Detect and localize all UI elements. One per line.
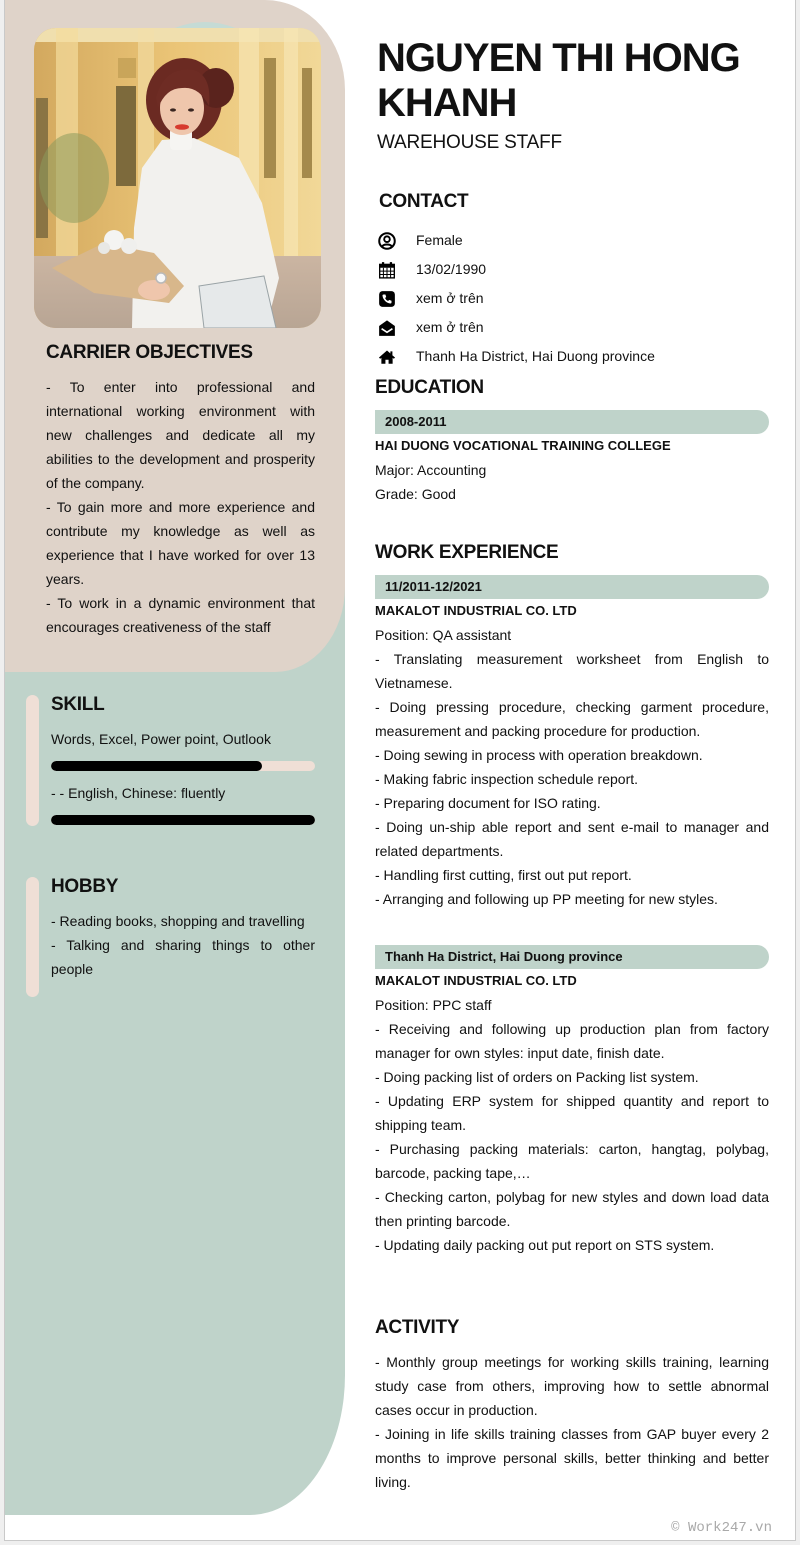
contact-email[interactable]	[378, 313, 768, 342]
company-name: MAKALOT INDUSTRIAL CO. LTD	[375, 603, 577, 618]
objectives-text	[46, 375, 315, 639]
contact-address	[378, 342, 768, 371]
candidate-name: NGUYEN THI HONG KHANH	[377, 36, 740, 125]
work-entry	[375, 969, 769, 1257]
company-name: MAKALOT INDUSTRIAL CO. LTD	[375, 973, 577, 988]
text-line: - Translating measurement worksheet from English to	[375, 651, 769, 667]
text-line: - Checking carton, polybag for new styles and down load data	[375, 1189, 769, 1205]
objective-paragraph	[46, 375, 315, 495]
contact-gender-text: Female	[416, 232, 463, 248]
skill-level-fill	[51, 815, 315, 825]
text-line: new challenges and dedicate all my	[46, 427, 315, 443]
job-position: Position: PPC staff	[375, 997, 492, 1013]
text-line: manager for own styles: input date, finish date.	[375, 1045, 665, 1061]
work-period-band	[375, 575, 769, 599]
work-period: Thanh Ha District, Hai Duong province	[385, 949, 623, 964]
text-line: - Arranging and following up PP meeting for new styles.	[375, 891, 718, 907]
duty-item	[375, 1233, 769, 1257]
text-line: encourages creativeness of the staff	[46, 619, 271, 635]
text-line: Grade: Good	[375, 486, 456, 502]
education-period: 2008-2011	[385, 414, 447, 429]
work-period: 11/2011-12/2021	[385, 579, 482, 594]
text-line: experience that I have worked for over 13	[46, 547, 315, 563]
education-entry	[375, 434, 769, 506]
text-line: - Updating daily packing out put report on STS system.	[375, 1237, 715, 1253]
text-line: - Monthly group meetings for working skills training, learning	[375, 1354, 769, 1370]
education-detail	[375, 458, 769, 482]
contact-gender	[378, 226, 768, 255]
duty-item	[375, 1017, 769, 1065]
text-line: study case from others, improving how to settle abnormal	[375, 1378, 769, 1394]
text-line: cases occur in production.	[375, 1402, 538, 1418]
user-icon	[378, 232, 396, 250]
text-line: - Doing un-ship able report and sent e-mail to manager and	[375, 819, 769, 835]
contact-phone[interactable]	[378, 284, 768, 313]
text-line: shipping team.	[375, 1117, 467, 1133]
activity-item	[375, 1350, 769, 1422]
text-line: years.	[46, 571, 85, 587]
text-line: contribute my knowledge as well as	[46, 523, 315, 539]
email-icon	[378, 319, 396, 337]
skill-label: - - English, Chinese: fluently	[51, 785, 226, 801]
contact-heading: CONTACT	[379, 191, 469, 212]
duty-item	[375, 1137, 769, 1185]
duty-item	[375, 767, 769, 791]
job-title: WAREHOUSE STAFF	[377, 132, 562, 153]
education-period-band	[375, 410, 769, 434]
cv-page	[5, 0, 795, 1540]
text-line: months to improve personal skills, better thinking and better	[375, 1450, 769, 1466]
text-line: - Doing sewing in process with operation breakdown.	[375, 747, 703, 763]
hobby-accent-pill	[26, 877, 39, 997]
duty-item	[375, 863, 769, 887]
text-line: - Handling first cutting, first out put report.	[375, 867, 632, 883]
job-position: Position: QA assistant	[375, 627, 512, 643]
text-line: - Receiving and following up production plan from factory	[375, 1021, 769, 1037]
activity-item	[375, 1422, 769, 1494]
text-line: barcode, packing tape,…	[375, 1165, 531, 1181]
school-name: HAI DUONG VOCATIONAL TRAINING COLLEGE	[375, 438, 671, 453]
skill-label: Words, Excel, Power point, Outlook	[51, 731, 271, 747]
text-line: Vietnamese.	[375, 675, 453, 691]
profile-photo	[34, 28, 321, 328]
portrait-image-icon	[34, 28, 321, 328]
text-line: then printing barcode.	[375, 1213, 511, 1229]
skill-heading: SKILL	[51, 694, 105, 715]
duty-item	[375, 743, 769, 767]
job-duties	[375, 1017, 769, 1257]
calendar-icon	[378, 261, 396, 279]
work-experience-heading: WORK EXPERIENCE	[375, 542, 559, 563]
contact-birthdate-text: 13/02/1990	[416, 261, 487, 277]
job-duties	[375, 647, 769, 911]
activity-text	[375, 1350, 769, 1494]
education-heading: EDUCATION	[375, 377, 484, 398]
text-line: Major: Accounting	[375, 462, 487, 478]
skill-level-fill	[51, 761, 262, 771]
duty-item	[375, 887, 769, 911]
skill-accent-pill	[26, 695, 39, 826]
duty-item	[375, 815, 769, 863]
text-line: - To gain more and more experience and	[46, 499, 315, 515]
text-line: of the company.	[46, 475, 145, 491]
objectives-heading: CARRIER OBJECTIVES	[46, 342, 253, 363]
text-line: - To enter into professional and	[46, 379, 315, 395]
text-line: - Doing packing list of orders on Packing list system.	[375, 1069, 699, 1085]
text-line: abilities to the development and prosperity	[46, 451, 315, 467]
objective-paragraph	[46, 591, 315, 639]
home-icon	[378, 348, 396, 366]
text-line: - To work in a dynamic environment that	[46, 595, 315, 611]
text-line: related departments.	[375, 843, 504, 859]
work-entry	[375, 599, 769, 911]
duty-item	[375, 1185, 769, 1233]
education-detail	[375, 482, 769, 506]
hobby-heading: HOBBY	[51, 876, 119, 897]
phone-icon	[378, 290, 396, 308]
text-line: measurement and packing procedure for production.	[375, 723, 701, 739]
text-line: - Preparing document for ISO rating.	[375, 795, 601, 811]
objective-paragraph	[46, 495, 315, 591]
contact-email-text: xem ở trên	[416, 319, 484, 335]
work-period-band	[375, 945, 769, 969]
education-details	[375, 458, 769, 506]
skill-level-bar	[51, 761, 315, 771]
duty-item	[375, 695, 769, 743]
hobby-item	[51, 909, 315, 933]
text-line: - Talking and sharing things to other	[51, 937, 315, 953]
activity-heading: ACTIVITY	[375, 1317, 460, 1338]
duty-item	[375, 647, 769, 695]
skill-level-bar	[51, 815, 315, 825]
duty-item	[375, 1089, 769, 1137]
text-line: people	[51, 961, 94, 977]
hobby-item	[51, 933, 315, 981]
contact-phone-text: xem ở trên	[416, 290, 484, 306]
text-line: - Joining in life skills training classes from GAP buyer every 2	[375, 1426, 769, 1442]
text-line: international working environment with	[46, 403, 315, 419]
hobby-text	[51, 909, 315, 981]
text-line: - Updating ERP system for shipped quantity and report to	[375, 1093, 769, 1109]
text-line: - Purchasing packing materials: carton, hangtag, polybag,	[375, 1141, 769, 1157]
duty-item	[375, 791, 769, 815]
text-line: - Reading books, shopping and travelling	[51, 913, 305, 929]
contact-birthdate	[378, 255, 768, 284]
duty-item	[375, 1065, 769, 1089]
text-line: - Making fabric inspection schedule report.	[375, 771, 639, 787]
text-line: - Doing pressing procedure, checking garment procedure,	[375, 699, 769, 715]
contact-address-text: Thanh Ha District, Hai Duong province	[416, 348, 655, 364]
text-line: living.	[375, 1474, 411, 1490]
watermark: © Work247.vn	[671, 1520, 772, 1536]
